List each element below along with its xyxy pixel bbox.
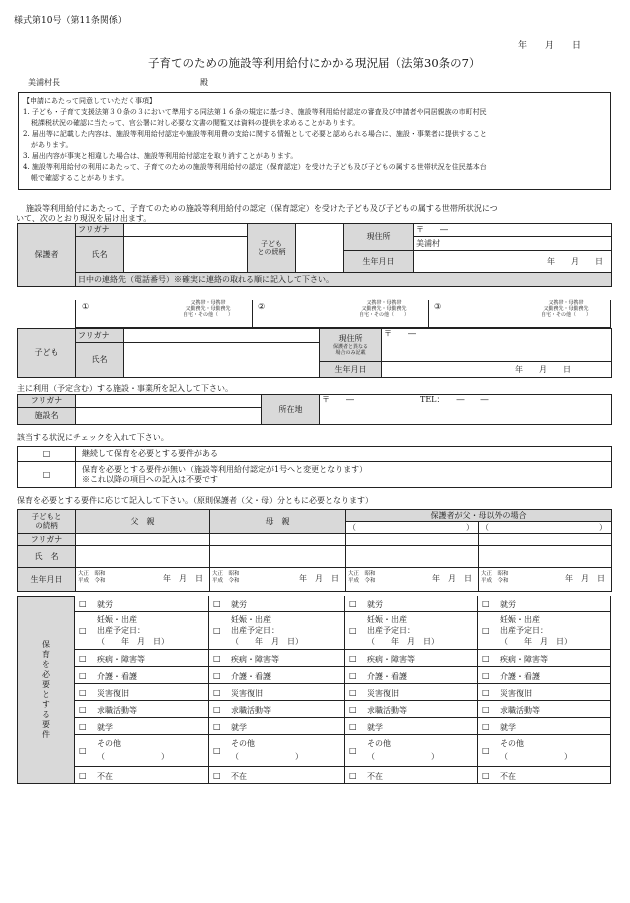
req-birth-field[interactable]: [210, 568, 346, 592]
facility-name-label: 施設名: [18, 408, 76, 425]
guardian-postal[interactable]: 〒 ―: [414, 224, 612, 237]
requirements-items: [17, 596, 611, 784]
req-item-due-date[interactable]: （ 年 月 日）: [231, 637, 303, 646]
guardian-furigana-field[interactable]: [124, 224, 248, 237]
req-item-label: その他: [500, 739, 524, 748]
req-item-cell: [478, 667, 611, 684]
era-options: 大正 昭和 平成 令和: [78, 571, 106, 585]
req-item-due-label: 出産予定日：: [500, 626, 548, 635]
req-item-cell: [478, 596, 611, 612]
contact-number: ①: [82, 302, 90, 311]
req-item-checkbox[interactable]: □: [79, 721, 87, 731]
facility-location-label: 所在地: [262, 395, 320, 425]
req-side-label: 保育を必要とする要件: [41, 640, 51, 740]
req-item-cell: [75, 612, 209, 650]
req-item-cell: [478, 650, 611, 667]
req-name-field[interactable]: [76, 546, 210, 568]
req-item-cell: [478, 612, 611, 650]
req-item-label: 就労: [231, 600, 247, 609]
req-item-checkbox[interactable]: □: [349, 670, 357, 680]
status-option-none-cell: [76, 462, 612, 488]
consent-line: があります。: [31, 141, 73, 149]
req-item-label: 介護・看護: [97, 671, 137, 681]
child-birth-field[interactable]: 年 月 日: [382, 362, 612, 378]
req-item-checkbox[interactable]: □: [482, 746, 490, 755]
req-item-checkbox[interactable]: □: [79, 746, 87, 755]
req-item-cell: [75, 684, 209, 701]
req-item-label: 疾病・障害等: [367, 654, 415, 664]
req-item-other-detail[interactable]: （ ）: [97, 752, 169, 761]
req-item-label: 求職活動等: [367, 705, 407, 715]
consent-line: 4. 施設等利用給付の利用にあたって、子育てのための施設等利用給付の認定（保育認定）を受けた子ども及び子どもの属する世帯状況を住民基本台: [23, 163, 487, 171]
guardian-table: [17, 223, 612, 287]
consent-line: 帳で確認することがあります。: [31, 174, 129, 182]
req-item-label: 就学: [500, 722, 516, 732]
req-item-checkbox[interactable]: □: [482, 626, 490, 635]
era-options: 大正 昭和 平成 令和: [481, 571, 509, 585]
guardian-relation-field[interactable]: [296, 224, 344, 273]
req-item-label: 就労: [97, 600, 113, 609]
child-birth-label: 生年月日: [320, 362, 382, 378]
addressee: 美浦村長: [28, 78, 60, 87]
req-item-checkbox[interactable]: □: [349, 653, 357, 663]
child-address-label-cell: [320, 329, 382, 362]
req-item-checkbox[interactable]: □: [213, 770, 221, 780]
status-option-none: 保育を必要とする要件が無い（施設等利用給付認定が1号へと変更となります）: [82, 465, 368, 475]
req-item-cell: [345, 596, 478, 612]
req-item-label: 不在: [97, 771, 113, 781]
intro-line: 施設等利用給付にあたって、子育てのための施設等利用給付の認定（保育認定）を受けた子ども及び子どもの属する世帯所状況につ: [26, 204, 498, 213]
req-item-checkbox[interactable]: □: [213, 670, 221, 680]
req-item-label: 災害復旧: [231, 688, 263, 698]
req-item-label: 不在: [231, 771, 247, 781]
req-item-cell: [209, 718, 345, 735]
req-item-checkbox[interactable]: □: [213, 704, 221, 714]
req-item-label: 疾病・障害等: [97, 654, 145, 664]
contact-number: ③: [434, 302, 442, 311]
consent-line: 2. 届出等に記載した内容は、施設等利用給付認定や施設等利用費の支給に関する情報として必要と認められる場合に、施設・事業者に提供すること: [23, 130, 487, 138]
facility-name-field[interactable]: [76, 408, 262, 425]
req-item-cell: [209, 596, 345, 612]
child-name-field[interactable]: [124, 343, 320, 378]
consent-heading: 【申請にあたって同意していただく事項】: [23, 97, 156, 105]
req-item-other-detail[interactable]: （ ）: [500, 752, 572, 761]
req-item-other-detail[interactable]: （ ）: [231, 752, 303, 761]
req-other-header: 保護者が父・母以外の場合: [346, 510, 612, 522]
facility-table: [17, 394, 612, 425]
req-relation-header: 子どもと の続柄: [18, 510, 76, 534]
req-item-checkbox[interactable]: □: [349, 746, 357, 755]
req-item-checkbox[interactable]: □: [79, 770, 87, 780]
req-item-checkbox[interactable]: □: [79, 626, 87, 635]
facility-furigana-label: フリガナ: [18, 395, 76, 408]
era-options: 大正 昭和 平成 令和: [348, 571, 376, 585]
req-item-checkbox[interactable]: □: [349, 599, 357, 608]
req-item-checkbox[interactable]: □: [482, 670, 490, 680]
req-father-header: 父 親: [76, 510, 210, 534]
facility-instruction: 主に利用（予定含む）する施設・事業所を記入して下さい。: [17, 384, 233, 393]
req-furigana-field[interactable]: [76, 534, 210, 546]
req-item-cell: [209, 684, 345, 701]
req-birth-label: 生年月日: [18, 568, 76, 592]
req-item-checkbox[interactable]: □: [349, 704, 357, 714]
req-item-cell: [345, 667, 478, 684]
req-item-label: 求職活動等: [231, 705, 271, 715]
child-furigana-field[interactable]: [124, 329, 320, 343]
facility-postal: 〒 ―: [322, 395, 354, 404]
req-item-checkbox[interactable]: □: [482, 653, 490, 663]
req-item-cell: [75, 767, 209, 784]
child-postal[interactable]: 〒 ―: [382, 329, 612, 362]
req-item-cell: [345, 735, 478, 767]
req-item-label: 就学: [97, 722, 113, 732]
req-item-label: その他: [367, 739, 391, 748]
consent-line: 1. 子ども・子育て支援法第３０条の３において準用する同法第１６条の規定に基づき、施設等利用給付認定の審査及び申請者や同居親族の市町村民: [23, 108, 487, 116]
facility-tel: TEL： ― ―: [420, 395, 489, 404]
child-furigana-label: フリガナ: [76, 329, 124, 343]
req-item-due-date[interactable]: （ 年 月 日）: [367, 637, 439, 646]
req-item-label: 不在: [500, 771, 516, 781]
req-item-label: 不在: [367, 771, 383, 781]
req-item-label: 介護・看護: [500, 671, 540, 681]
submission-date: 年 月 日: [518, 41, 582, 51]
addressee-honorific: 殿: [200, 78, 208, 87]
req-item-cell: [345, 718, 478, 735]
status-checkbox[interactable]: □: [18, 462, 76, 488]
req-item-label: 妊娠・出産: [97, 615, 137, 624]
req-item-checkbox[interactable]: □: [349, 687, 357, 697]
req-item-checkbox[interactable]: □: [482, 770, 490, 780]
req-item-due-label: 出産予定日：: [231, 626, 279, 635]
guardian-name-field[interactable]: [124, 237, 248, 273]
req-item-cell: [345, 701, 478, 718]
req-item-cell: [478, 735, 611, 767]
guardian-birth-field[interactable]: 年 月 日: [414, 251, 612, 273]
era-options: 大正 昭和 平成 令和: [212, 571, 240, 585]
consent-line: 3. 届出内容が事実と相違した場合は、施設等利用給付認定を取り消すことがあります。: [23, 152, 298, 160]
req-item-cell: [478, 718, 611, 735]
consent-line: 税課税状況の確認に当たって、官公署に対し必要な文書の閲覧又は資料の提供を求めることがあります。: [31, 119, 360, 127]
child-address-label: 現住所: [338, 334, 363, 344]
contact-row: [75, 300, 611, 328]
req-item-cell: [75, 667, 209, 684]
req-item-label: 就学: [231, 722, 247, 732]
req-item-cell: [75, 718, 209, 735]
req-item-checkbox[interactable]: □: [79, 599, 87, 608]
guardian-furigana-label: フリガナ: [76, 224, 124, 237]
req-item-label: 災害復旧: [500, 688, 532, 698]
form-number: 様式第10号（第11条関係）: [14, 16, 127, 26]
req-name-field[interactable]: [479, 546, 612, 568]
req-birth-field[interactable]: [479, 568, 612, 592]
req-item-label: 疾病・障害等: [500, 654, 548, 664]
req-item-cell: [75, 650, 209, 667]
facility-furigana-field[interactable]: [76, 395, 262, 408]
req-furigana-field[interactable]: [479, 534, 612, 546]
req-item-label: 就労: [367, 600, 383, 609]
req-item-due-label: 出産予定日：: [97, 626, 145, 635]
req-item-label: 妊娠・出産: [500, 615, 540, 624]
req-item-cell: [345, 650, 478, 667]
req-name-label: 氏 名: [18, 546, 76, 568]
req-item-cell: [209, 735, 345, 767]
contact-type-options[interactable]: 父携帯・母携帯 父勤務先・母勤務先 自宅・その他（ ）: [540, 300, 591, 318]
req-item-cell: [478, 684, 611, 701]
req-item-due-date[interactable]: （ 年 月 日）: [97, 637, 169, 646]
req-side-label-cell: [17, 596, 75, 784]
guardian-name-label: 氏名: [76, 237, 124, 273]
req-birth-field[interactable]: [76, 568, 210, 592]
req-item-label: その他: [97, 739, 121, 748]
birth-ymd: 年 月 日: [565, 574, 605, 583]
req-item-label: 就労: [500, 600, 516, 609]
req-item-label: 妊娠・出産: [367, 615, 407, 624]
guardian-address-label: 現住所: [344, 224, 414, 251]
child-name-label: 氏名: [76, 343, 124, 378]
req-item-cell: [75, 596, 209, 612]
req-item-checkbox[interactable]: □: [79, 670, 87, 680]
req-item-checkbox[interactable]: □: [482, 721, 490, 731]
req-item-label: 介護・看護: [231, 671, 271, 681]
req-other-relation-1[interactable]: （ ）: [346, 522, 479, 534]
req-item-label: その他: [231, 739, 255, 748]
birth-ymd: 年 月 日: [163, 574, 203, 583]
req-item-other-detail[interactable]: （ ）: [367, 752, 439, 761]
req-item-label: 求職活動等: [97, 705, 137, 715]
req-other-relation-2[interactable]: （ ）: [479, 522, 612, 534]
req-item-checkbox[interactable]: □: [213, 653, 221, 663]
page-title: 子育てのための施設等利用給付にかかる現況届（法第30条の7）: [148, 56, 481, 70]
req-item-checkbox[interactable]: □: [482, 599, 490, 608]
req-item-checkbox[interactable]: □: [482, 687, 490, 697]
req-item-cell: [209, 667, 345, 684]
guardian-relation-label: 子ども との続柄: [248, 224, 296, 273]
guardian-birth-label: 生年月日: [344, 251, 414, 273]
req-item-label: 疾病・障害等: [231, 654, 279, 664]
guardian-contact-label: 日中の連絡先（電話番号）※確実に連絡の取れる順に記入して下さい。: [76, 273, 612, 287]
contact-number: ②: [258, 302, 266, 311]
req-item-cell: [345, 767, 478, 784]
req-item-checkbox[interactable]: □: [349, 770, 357, 780]
req-item-due-date[interactable]: （ 年 月 日）: [500, 637, 572, 646]
birth-ymd: 年 月 日: [432, 574, 472, 583]
req-furigana-label: フリガナ: [18, 534, 76, 546]
facility-location-field[interactable]: [320, 395, 612, 425]
req-item-cell: [209, 650, 345, 667]
req-item-checkbox[interactable]: □: [349, 626, 357, 635]
contact-type-options[interactable]: 父携帯・母携帯 父勤務先・母勤務先 自宅・その他（ ）: [358, 300, 409, 318]
req-item-label: 災害復旧: [367, 688, 399, 698]
status-option-continue: 継続して保育を必要とする要件がある: [76, 447, 612, 462]
guardian-section-label: 保護者: [18, 224, 76, 287]
req-item-checkbox[interactable]: □: [79, 687, 87, 697]
status-table: [17, 446, 612, 488]
intro-line: いて、次のとおり現況を届け出ます。: [16, 214, 152, 223]
req-item-label: 災害復旧: [97, 688, 129, 698]
req-birth-field[interactable]: [346, 568, 479, 592]
req-item-cell: [75, 735, 209, 767]
req-item-checkbox[interactable]: □: [213, 687, 221, 697]
req-item-cell: [345, 684, 478, 701]
req-item-label: 求職活動等: [500, 705, 540, 715]
req-item-checkbox[interactable]: □: [482, 704, 490, 714]
req-item-cell: [209, 767, 345, 784]
req-item-cell: [209, 612, 345, 650]
status-checkbox[interactable]: □: [18, 447, 76, 462]
req-item-checkbox[interactable]: □: [349, 721, 357, 731]
req-item-label: 介護・看護: [367, 671, 407, 681]
req-item-checkbox[interactable]: □: [79, 653, 87, 663]
req-name-field[interactable]: [210, 546, 346, 568]
req-furigana-field[interactable]: [346, 534, 479, 546]
req-item-checkbox[interactable]: □: [213, 626, 221, 635]
child-table: [17, 328, 612, 378]
req-item-cell: [478, 701, 611, 718]
contact-type-options[interactable]: 父携帯・母携帯 父勤務先・母勤務先 自宅・その他（ ）: [182, 300, 233, 318]
status-instruction: 該当する状況にチェックを入れて下さい。: [17, 433, 169, 442]
status-option-note: ※これ以降の項目への記入は不要です: [82, 474, 218, 484]
req-item-cell: [478, 767, 611, 784]
requirements-table: [17, 509, 612, 592]
req-name-field[interactable]: [346, 546, 479, 568]
consent-box: [18, 92, 611, 190]
child-address-note: 保護者と異なる 場合のみ記載: [332, 343, 368, 356]
req-item-checkbox[interactable]: □: [213, 721, 221, 731]
guardian-village[interactable]: 美浦村: [414, 237, 612, 251]
req-item-checkbox[interactable]: □: [79, 704, 87, 714]
req-item-cell: [345, 612, 478, 650]
req-item-cell: [209, 701, 345, 718]
req-item-label: 就学: [367, 722, 383, 732]
req-item-checkbox[interactable]: □: [213, 746, 221, 755]
req-furigana-field[interactable]: [210, 534, 346, 546]
req-item-checkbox[interactable]: □: [213, 599, 221, 608]
req-mother-header: 母 親: [210, 510, 346, 534]
req-item-due-label: 出産予定日：: [367, 626, 415, 635]
req-item-label: 妊娠・出産: [231, 615, 271, 624]
requirements-instruction: 保育を必要とする要件に応じて記入して下さい。（原則保護者（父・母）分ともに必要となります）: [17, 496, 373, 505]
birth-ymd: 年 月 日: [299, 574, 339, 583]
req-item-cell: [75, 701, 209, 718]
child-section-label: 子ども: [18, 329, 76, 378]
